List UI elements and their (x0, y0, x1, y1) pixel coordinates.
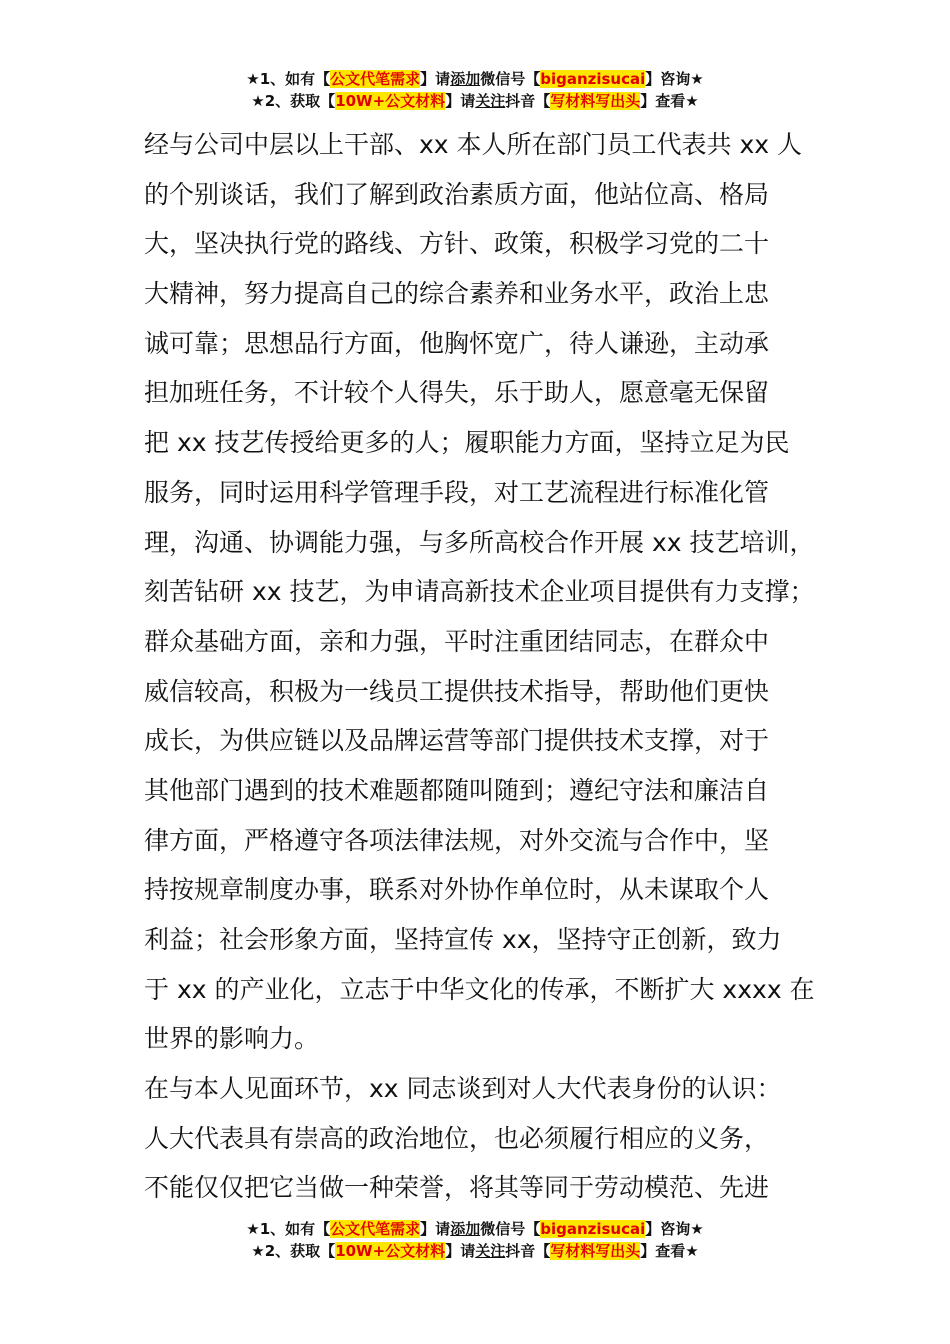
body-line: 其他部门遇到的技术难题都随叫随到；遵纪守法和廉洁自 (144, 775, 770, 805)
body-line: 大精神，努力提高自己的综合素养和业务水平，政治上忠 (144, 279, 770, 309)
body-line: 把 xx 技艺传授给更多的人；履职能力方面，坚持立足为民 (144, 428, 790, 458)
body-line: 群众基础方面，亲和力强，平时注重团结同志，在群众中 (144, 626, 770, 656)
body-line: 律方面，严格遵守各项法律法规，对外交流与合作中，坚 (144, 825, 770, 855)
ghostwriting-highlight: 公文代笔需求 (330, 1220, 421, 1238)
footer-banner (0, 1218, 950, 1262)
body-line: 担加班任务，不计较个人得失，乐于助人，愿意毫无保留 (144, 378, 770, 408)
body-line: 于 xx 的产业化，立志于中华文化的传承，不断扩大 xxxx 在 (144, 974, 815, 1004)
header-line-2-post: 】查看★ (640, 92, 699, 110)
body-line: 诚可靠；思想品行方面，他胸怀宽广，待人谦逊，主动承 (144, 328, 770, 358)
body-line: 服务，同时运用科学管理手段，对工艺流程进行标准化管 (144, 477, 770, 507)
footer-line-2-mid1: 】请 (445, 1242, 476, 1260)
header-line-2-pre: ★2、获取【 (251, 92, 336, 110)
materials-highlight: 10W+公文材料 (335, 1242, 446, 1260)
wechat-id-highlight: biganzisucai (540, 70, 646, 88)
add-underlined: 添加 (450, 70, 481, 88)
footer-line-2-post: 】查看★ (640, 1242, 699, 1260)
body-line: 不能仅仅把它当做一种荣誉，将其等同于劳动模范、先进 (144, 1173, 770, 1203)
header-line-2 (0, 90, 950, 112)
header-banner (0, 68, 950, 112)
body-line: 世界的影响力。 (144, 1024, 320, 1054)
wechat-id-highlight: biganzisucai (540, 1220, 646, 1238)
footer-line-2-mid2: 抖音【 (505, 1242, 551, 1260)
body-line: 刻苦钻研 xx 技艺，为申请高新技术企业项目提供有力支撑； (144, 577, 815, 607)
follow-underlined: 关注 (475, 1242, 506, 1260)
body-line: 成长，为供应链以及品牌运营等部门提供技术支撑，对于 (144, 726, 770, 756)
header-line-2-mid1: 】请 (445, 92, 476, 110)
header-line-1-post: 】咨询★ (645, 70, 704, 88)
footer-line-1-mid1: 】请 (420, 1220, 451, 1238)
header-line-1-mid2: 微信号【 (480, 70, 541, 88)
body-line: 威信较高，积极为一线员工提供技术指导，帮助他们更快 (144, 676, 770, 706)
follow-underlined: 关注 (475, 92, 506, 110)
footer-line-1-mid2: 微信号【 (480, 1220, 541, 1238)
header-line-2-mid2: 抖音【 (505, 92, 551, 110)
body-line: 在与本人见面环节，xx 同志谈到对人大代表身份的认识： (144, 1074, 782, 1104)
header-line-1-mid1: 】请 (420, 70, 451, 88)
body-line: 人大代表具有崇高的政治地位，也必须履行相应的义务， (144, 1123, 770, 1153)
header-line-1 (0, 68, 950, 90)
materials-highlight: 10W+公文材料 (335, 92, 446, 110)
ghostwriting-highlight: 公文代笔需求 (330, 70, 421, 88)
document-body (144, 120, 824, 1213)
body-line: 的个别谈话，我们了解到政治素质方面，他站位高、格局 (144, 179, 770, 209)
body-line: 理，沟通、协调能力强，与多所高校合作开展 xx 技艺培训， (144, 527, 815, 557)
body-line: 经与公司中层以上干部、xx 本人所在部门员工代表共 xx 人 (144, 130, 803, 159)
footer-line-2 (0, 1240, 950, 1262)
add-underlined: 添加 (450, 1220, 481, 1238)
body-line: 持按规章制度办事，联系对外协作单位时，从未谋取个人 (144, 875, 770, 905)
footer-line-1-post: 】咨询★ (645, 1220, 704, 1238)
header-line-1-pre: ★1、如有【 (246, 70, 331, 88)
douyin-id-highlight: 写材料写出头 (550, 92, 641, 110)
footer-line-1 (0, 1218, 950, 1240)
douyin-id-highlight: 写材料写出头 (550, 1242, 641, 1260)
footer-line-1-pre: ★1、如有【 (246, 1220, 331, 1238)
footer-line-2-pre: ★2、获取【 (251, 1242, 336, 1260)
body-line: 大，坚决执行党的路线、方针、政策，积极学习党的二十 (144, 229, 770, 259)
body-line: 利益；社会形象方面，坚持宣传 xx，坚持守正创新，致力 (144, 925, 782, 954)
